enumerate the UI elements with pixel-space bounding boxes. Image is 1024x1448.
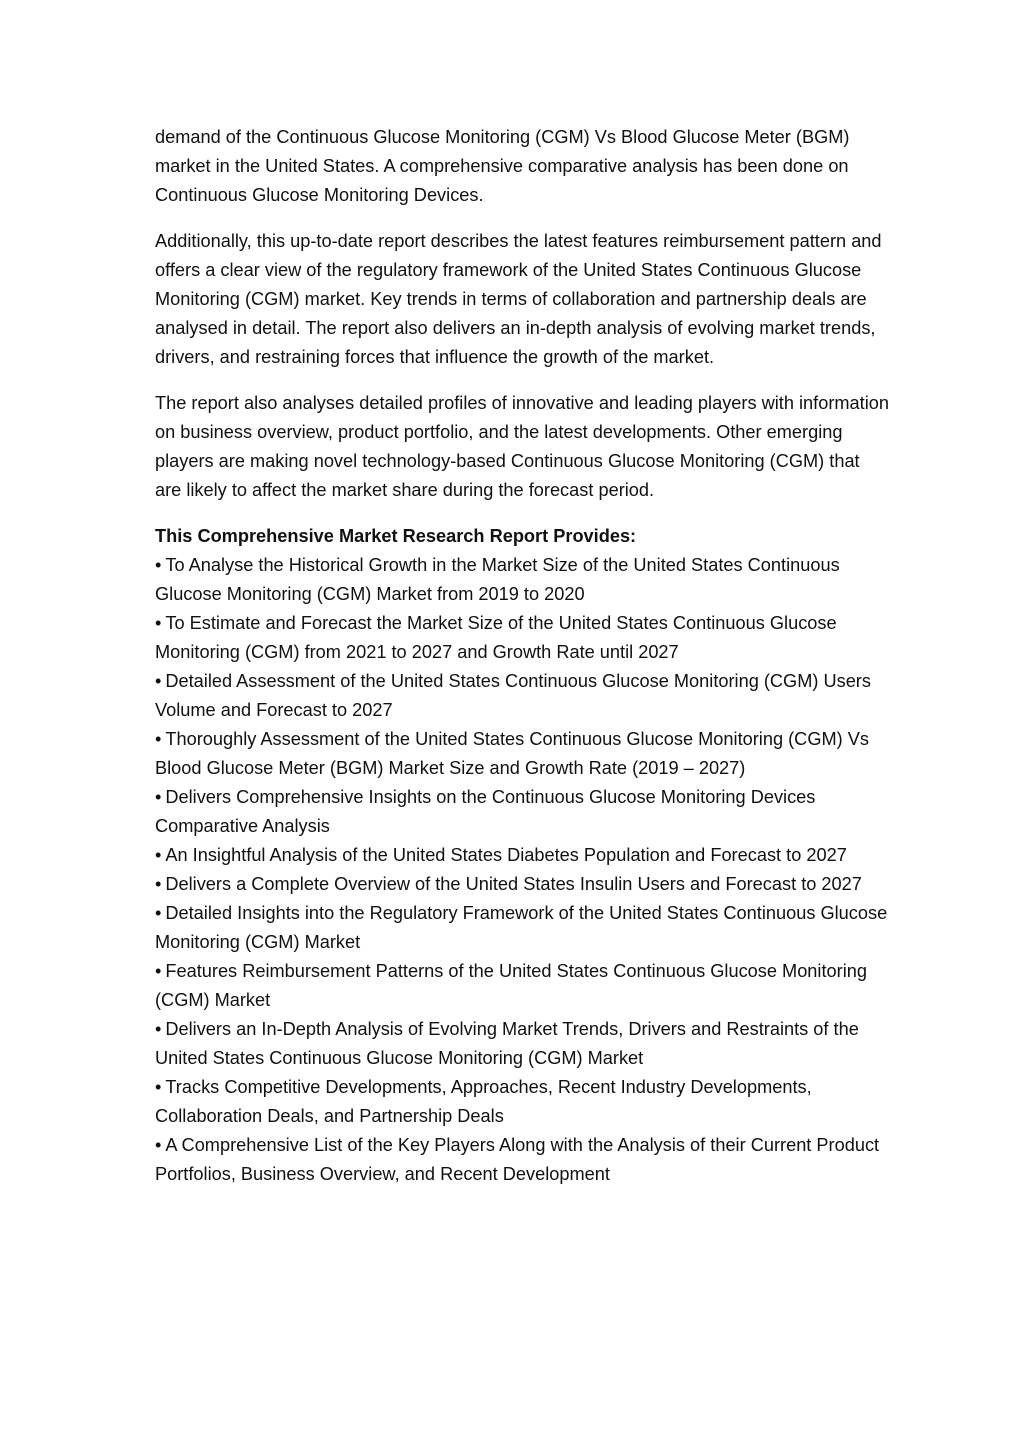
list-item <box>155 551 890 609</box>
list-item-text: Delivers Comprehensive Insights on the Continuous Glucose Monitoring Devices Comparative Analysis <box>155 787 816 836</box>
bullet-icon: • <box>155 671 162 691</box>
list-item-text: Detailed Insights into the Regulatory Framework of the United States Continuous Glucose Monitoring (CGM) Market <box>155 903 888 952</box>
provides-section <box>155 522 890 1189</box>
list-item <box>155 783 890 841</box>
list-item <box>155 725 890 783</box>
intro-paragraph: demand of the Continuous Glucose Monitoring (CGM) Vs Blood Glucose Meter (BGM) market in the United States. A comprehensive comparative analysis has been done on Continuous Glucose Monitoring Devices. <box>155 127 850 205</box>
list-item-text: An Insightful Analysis of the United States Diabetes Population and Forecast to 2027 <box>165 845 847 865</box>
list-item <box>155 1015 890 1073</box>
regulatory-paragraph: Additionally, this up-to-date report describes the latest features reimbursement pattern and offers a clear view of the regulatory framework of the United States Continuous Glucose Monitoring (CGM) market. Key trends in terms of collaboration and partnership deals are analysed in detail. The report also delivers an in-depth analysis of evolving market trends, drivers, and restraining forces that influence the growth of the market. <box>155 231 882 367</box>
list-item <box>155 957 890 1015</box>
bullet-icon: • <box>155 1019 162 1039</box>
bullet-icon: • <box>155 787 162 807</box>
provides-list <box>155 551 890 1189</box>
list-item <box>155 609 890 667</box>
bullet-icon: • <box>155 613 162 633</box>
bullet-icon: • <box>155 1077 162 1097</box>
bullet-icon: • <box>155 961 162 981</box>
bullet-icon: • <box>155 729 162 749</box>
list-item-text: To Analyse the Historical Growth in the Market Size of the United States Continuous Glucose Monitoring (CGM) Market from 2019 to 2020 <box>155 555 840 604</box>
list-item-text: Delivers a Complete Overview of the United States Insulin Users and Forecast to 2027 <box>165 874 862 894</box>
list-item-text: A Comprehensive List of the Key Players Along with the Analysis of their Current Product Portfolios, Business Overview, and Recent Development <box>155 1135 880 1184</box>
list-item-text: Thoroughly Assessment of the United States Continuous Glucose Monitoring (CGM) Vs Blood Glucose Meter (BGM) Market Size and Growth Rate (2019 – 2027) <box>155 729 869 778</box>
provides-heading: This Comprehensive Market Research Report Provides: <box>155 526 637 546</box>
list-item <box>155 899 890 957</box>
bullet-icon: • <box>155 1135 162 1155</box>
list-item-text: To Estimate and Forecast the Market Size of the United States Continuous Glucose Monitoring (CGM) from 2021 to 2027 and Growth Rate until 2027 <box>155 613 837 662</box>
bullet-icon: • <box>155 845 162 865</box>
bullet-icon: • <box>155 555 162 575</box>
list-item <box>155 870 890 899</box>
list-item <box>155 667 890 725</box>
document-page <box>155 123 890 1189</box>
list-item <box>155 1073 890 1131</box>
players-paragraph: The report also analyses detailed profiles of innovative and leading players with information on business overview, product portfolio, and the latest developments. Other emerging players are making novel technology-based Continuous Glucose Monitoring (CGM) that are likely to affect the market share during the forecast period. <box>155 393 889 500</box>
list-item-text: Delivers an In-Depth Analysis of Evolving Market Trends, Drivers and Restraints of the United States Continuous Glucose Monitoring (CGM) Market <box>155 1019 859 1068</box>
list-item-text: Features Reimbursement Patterns of the United States Continuous Glucose Monitoring (CGM) Market <box>155 961 867 1010</box>
list-item <box>155 1131 890 1189</box>
list-item-text: Detailed Assessment of the United States Continuous Glucose Monitoring (CGM) Users Volume and Forecast to 2027 <box>155 671 871 720</box>
list-item-text: Tracks Competitive Developments, Approaches, Recent Industry Developments, Collaboration Deals, and Partnership Deals <box>155 1077 812 1126</box>
bullet-icon: • <box>155 874 162 894</box>
bullet-icon: • <box>155 903 162 923</box>
list-item <box>155 841 890 870</box>
